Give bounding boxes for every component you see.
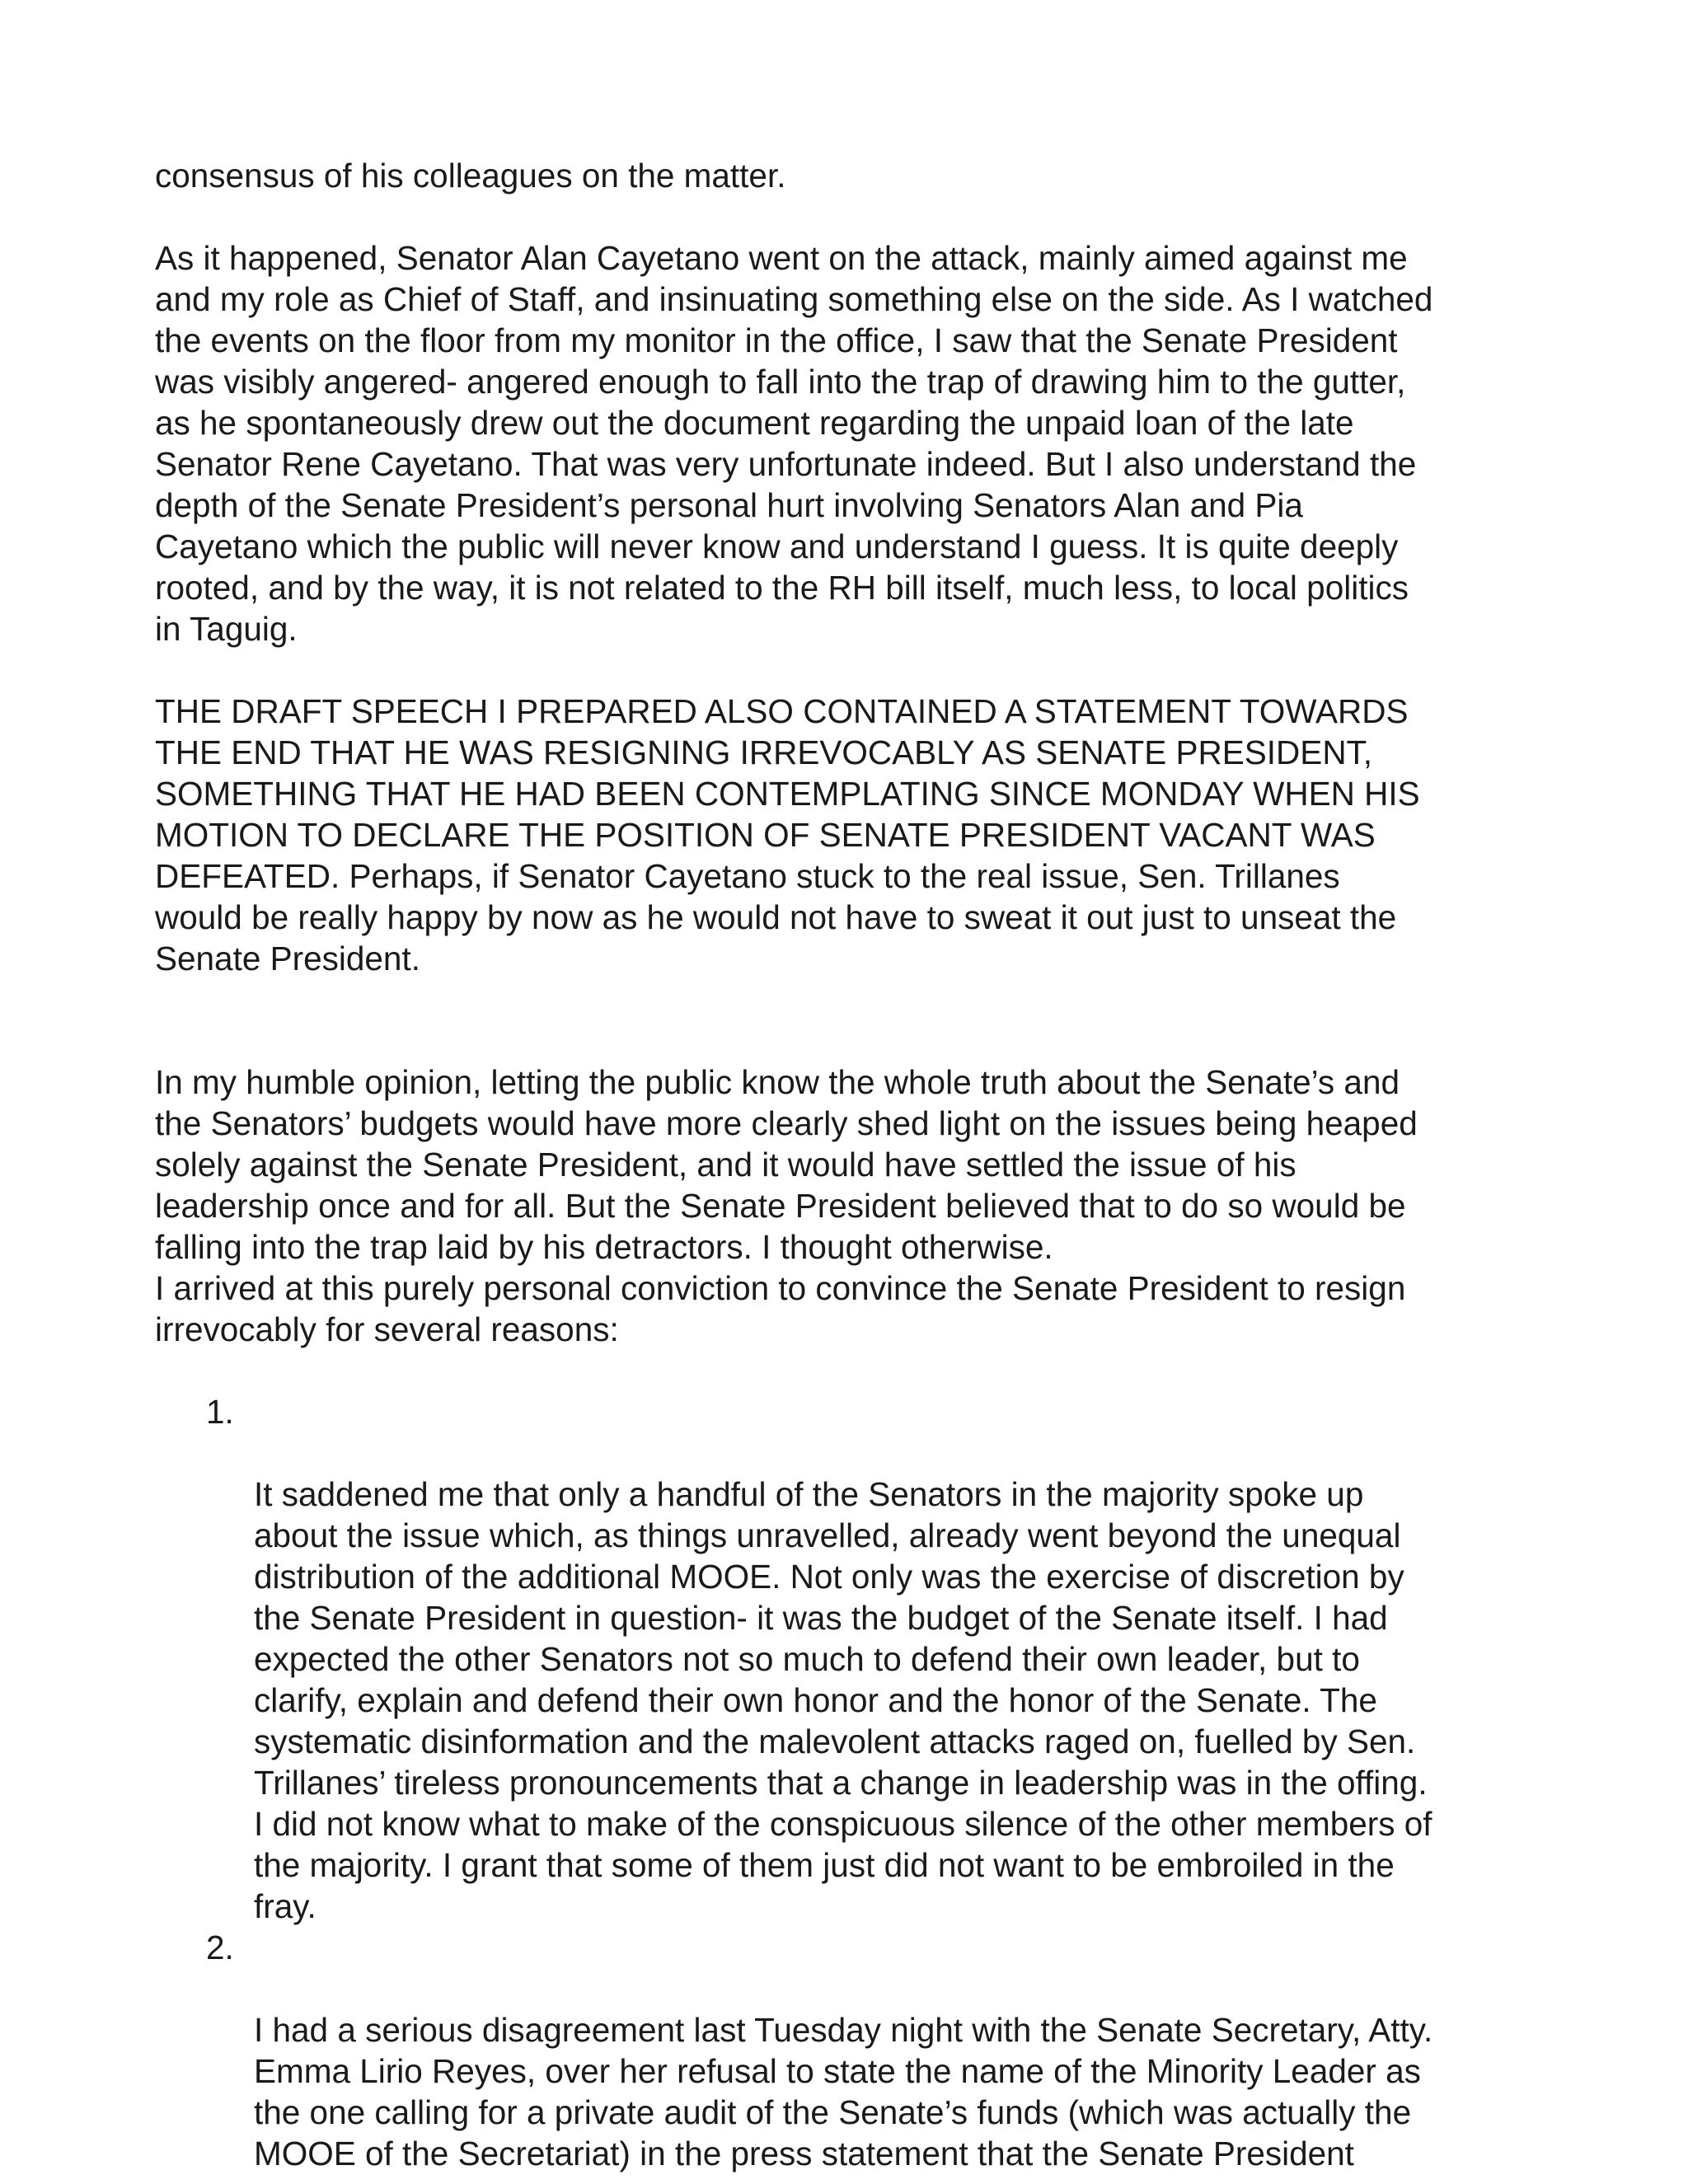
document-page	[155, 155, 1573, 2174]
reasons-list	[155, 1391, 1573, 2174]
paragraph-draft-speech: THE DRAFT SPEECH I PREPARED ALSO CONTAINED A STATEMENT TOWARDS THE END THAT HE WAS RESIGNING IRREVOCABLY AS SENATE PRESIDENT, SOMETHING THAT HE HAD BEEN CONTEMPLATING SINCE MONDAY WHEN HIS MOTION TO DECLARE THE POSITION OF SENATE PRESIDENT VACANT WAS DEFEATED. Perhaps, if Senator Cayetano stuck to the real issue, Sen. Trillanes would be really happy by now as he would not have to sweat it out just to unseat the Senate President.	[155, 692, 1420, 977]
list-item-text: It saddened me that only a handful of the Senators in the majority spoke up about the issue which, as things unravelled, already went beyond the unequal distribution of the additional MOOE. Not only was the exercise of discretion by the Senate President in question- it was the budget of the Senate itself. I had expected the other Senators not so much to defend their own leader, but to clarify, explain and defend their own honor and the honor of the Senate. The systematic disinformation and the malevolent attacks raged on, fuelled by Sen. Trillanes’ tireless pronouncements that a change in leadership was in the offing. I did not know what to make of the conspicuous silence of the other members of the majority. I grant that some of them just did not want to be embroiled in the fray.	[254, 1475, 1432, 1925]
paragraph-consensus: consensus of his colleagues on the matter.	[155, 157, 786, 194]
list-item-number: 2.	[206, 1929, 234, 1966]
blank-line	[155, 1020, 1573, 1062]
list-item-number: 1.	[206, 1393, 234, 1431]
list-item-text: I had a serious disagreement last Tuesday night with the Senate Secretary, Atty. Emma Lirio Reyes, over her refusal to state the name of the Minority Leader as the one calling for a private audit of the Senate’s funds (which was actually the MOOE of the Secretariat) in the press statement that the Senate President	[254, 2011, 1433, 2172]
list-item	[155, 1927, 1573, 2174]
paragraph-humble-opinion: In my humble opinion, letting the public know the whole truth about the Senate’s and the Senators’ budgets would have more clearly shed light on the issues being heaped solely against the Senate President, and it would have settled the issue of his leadership once and for all. But the Senate President believed that to do so would be falling into the trap laid by his detractors. I thought otherwise.	[155, 1063, 1418, 1266]
list-item	[155, 1391, 1573, 1927]
paragraph-conviction: I arrived at this purely personal conviction to convince the Senate President to resign irrevocably for several reasons:	[155, 1269, 1406, 1348]
paragraph-cayetano-attack: As it happened, Senator Alan Cayetano went on the attack, mainly aimed against me and my role as Chief of Staff, and insinuating something else on the side. As I watched the events on the floor from my monitor in the office, I saw that the Senate President was visibly angered- angered enough to fall into the trap of drawing him to the gutter, as he spontaneously drew out the document regarding the unpaid loan of the late Senator Rene Cayetano. That was very unfortunate indeed. But I also understand the depth of the Senate President’s personal hurt involving Senators Alan and Pia Cayetano which the public will never know and understand I guess. It is quite deeply rooted, and by the way, it is not related to the RH bill itself, much less, to local politics in Taguig.	[155, 239, 1433, 648]
